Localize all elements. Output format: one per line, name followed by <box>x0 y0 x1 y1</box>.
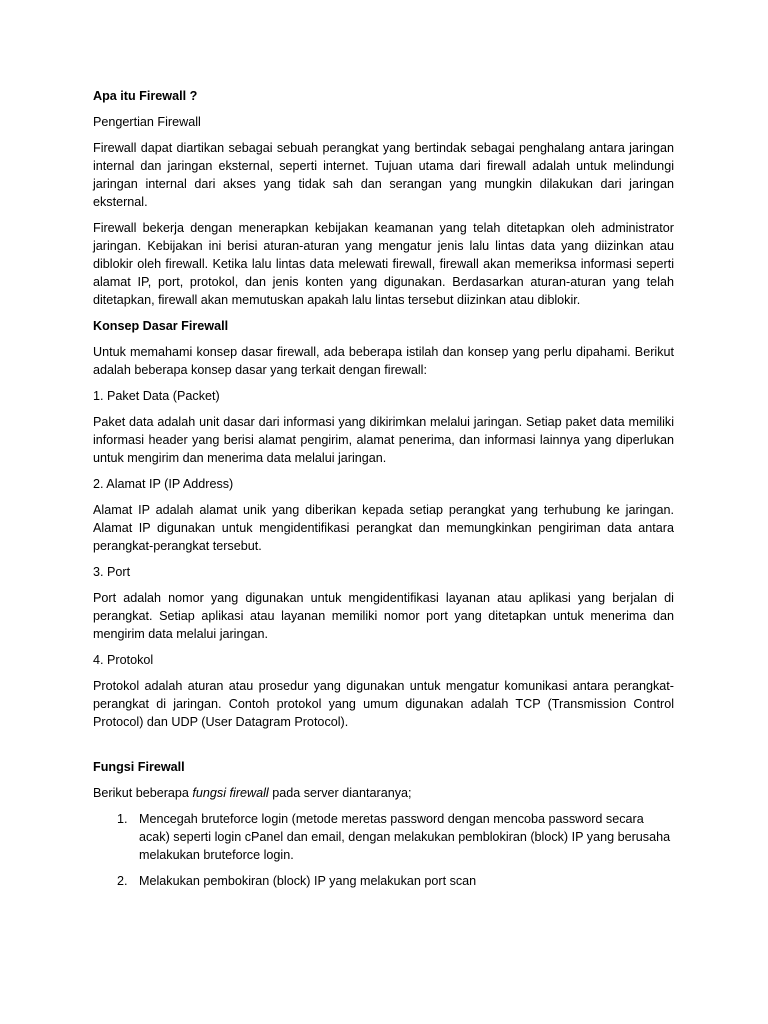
item-title-paket-data: 1. Paket Data (Packet) <box>93 389 220 403</box>
paragraph-fungsi-intro <box>93 784 674 802</box>
fungsi-intro-post: pada server diantaranya; <box>268 786 412 800</box>
list-item-text: Melakukan pembokiran (block) IP yang melakukan port scan <box>139 874 477 888</box>
item-text-alamat-ip: Alamat IP adalah alamat unik yang diberikan kepada setiap perangkat yang terhubung ke jaringan. Alamat IP digunakan untuk mengidentifikasi perangkat dan memungkinkan pengiriman data antara perangkat-perangkat tersebut. <box>93 503 674 553</box>
paragraph-definition: Firewall dapat diartikan sebagai sebuah perangkat yang bertindak sebagai penghalang antara jaringan internal dan jaringan eksternal, seperti internet. Tujuan utama dari firewall adalah untuk melindungi jaringan internal dari akses yang tidak sah dan serangan yang mungkin dilakukan dari jaringan eksternal. <box>93 141 674 209</box>
fungsi-list <box>93 810 674 890</box>
heading-konsep-dasar: Konsep Dasar Firewall <box>93 319 229 333</box>
item-text-port: Port adalah nomor yang digunakan untuk mengidentifikasi layanan atau aplikasi yang berjalan di perangkat. Setiap aplikasi atau layanan memiliki nomor port yang ditetapkan untuk menerima dan mengirim data melalui jaringan. <box>93 591 674 641</box>
list-item <box>93 872 674 890</box>
item-title-port: 3. Port <box>93 565 131 579</box>
list-item-number: 1. <box>117 812 128 826</box>
item-title-protokol: 4. Protokol <box>93 653 154 667</box>
heading-fungsi-firewall: Fungsi Firewall <box>93 760 185 774</box>
fungsi-intro-pre: Berikut beberapa <box>93 786 193 800</box>
document-page <box>93 87 674 898</box>
fungsi-intro-emphasis: fungsi firewall <box>192 786 269 800</box>
doc-title: Apa itu Firewall ? <box>93 89 198 103</box>
list-item-number: 2. <box>117 874 128 888</box>
list-item-text: Mencegah bruteforce login (metode meretas password dengan mencoba password secara acak) seperti login cPanel dan email, dengan melakukan pemblokiran (block) IP yang berusaha melakukan bruteforce login. <box>139 812 671 862</box>
blank-line <box>93 739 674 758</box>
item-text-protokol: Protokol adalah aturan atau prosedur yang digunakan untuk mengatur komunikasi antara perangkat-perangkat di jaringan. Contoh protokol yang umum digunakan adalah TCP (Transmission Control Protocol) dan UDP (User Datagram Protocol). <box>93 679 674 729</box>
item-text-paket-data: Paket data adalah unit dasar dari informasi yang dikirimkan melalui jaringan. Setiap paket data memiliki informasi header yang berisi alamat pengirim, alamat penerima, dan informasi lainnya yang diperlukan untuk mengirim dan menerima data melalui jaringan. <box>93 415 674 465</box>
item-title-alamat-ip: 2. Alamat IP (IP Address) <box>93 477 234 491</box>
list-item <box>93 810 674 864</box>
doc-subtitle: Pengertian Firewall <box>93 115 201 129</box>
paragraph-how-it-works: Firewall bekerja dengan menerapkan kebijakan keamanan yang telah ditetapkan oleh administrator jaringan. Kebijakan ini berisi aturan-aturan yang mengatur jenis lalu lintas data yang diizinkan atau diblokir oleh firewall. Ketika lalu lintas data melewati firewall, firewall akan memeriksa informasi seperti alamat IP, port, protokol, dan jenis konten yang digunakan. Berdasarkan aturan-aturan yang telah ditetapkan, firewall akan memutuskan apakah lalu lintas tersebut diizinkan atau diblokir. <box>93 221 674 307</box>
paragraph-konsep-intro: Untuk memahami konsep dasar firewall, ada beberapa istilah dan konsep yang perlu dipahami. Berikut adalah beberapa konsep dasar yang terkait dengan firewall: <box>93 345 674 377</box>
